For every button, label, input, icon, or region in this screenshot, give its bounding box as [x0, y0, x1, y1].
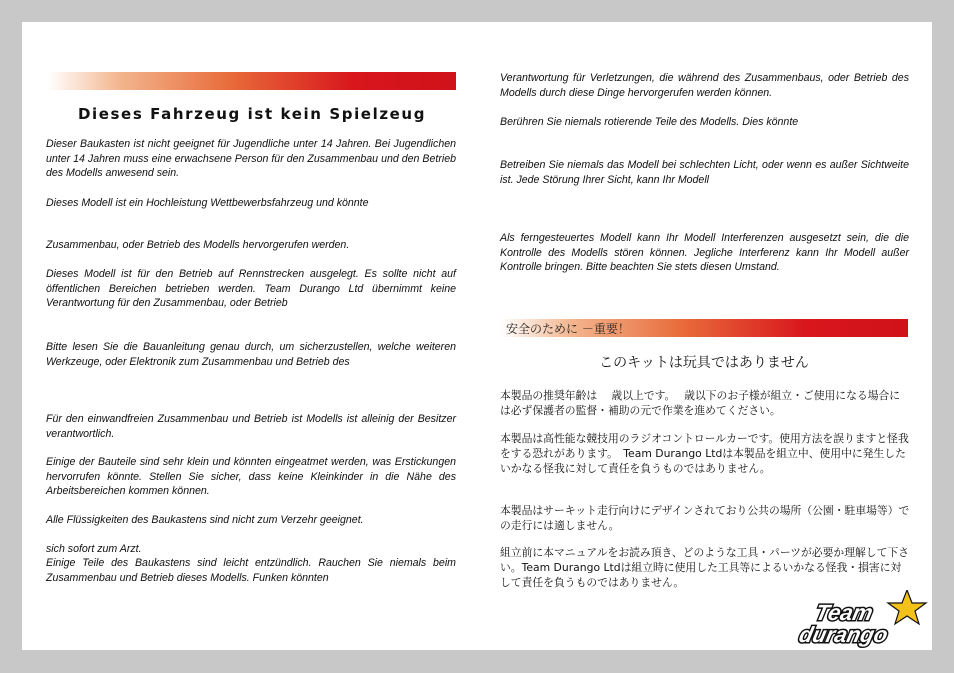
german-paragraph: Bitte lesen Sie die Bauanleitung genau durch, um sicherzustellen, welche weiteren Werkzeuge, oder Elektronik zum Zusammenbau und Betrieb des — [46, 341, 456, 368]
german-paragraph: Für den einwandfreien Zusammenbau und Betrieb ist Modells ist alleinig der Besitzer verantwortlich. — [46, 413, 456, 440]
team-durango-logo — [767, 590, 932, 652]
japanese-paragraph: 本製品は高性能な競技用のラジオコントロールカーです。使用方法を誤りますと怪我をする恐れがあります。 Team Durango Ltdは本製品を組立中、使用中に発生したいかなる怪我に対して責任を負うものではありません。 — [500, 432, 909, 476]
manual-page — [22, 22, 932, 650]
logo-durango-text: durango — [796, 622, 891, 647]
german-paragraph: Einige Teile des Baukastens sind leicht entzündlich. Rauchen Sie niemals beim Zusammenbau und Betrieb dieses Modells. Funken könnten — [46, 557, 456, 584]
section-header-bar — [48, 72, 456, 90]
german-paragraph: Einige der Bauteile sind sehr klein und könnten eingeatmet werden, was Erstickungen hervorrufen könnte. Stellen Sie sicher, dass keine Kleinkinder in die Nähe des Arbeitsbereichen kommen können. — [46, 456, 456, 498]
german-paragraph: sich sofort zum Arzt. — [46, 543, 142, 555]
german-paragraph: Als ferngesteuertes Modell kann Ihr Modell Interferenzen ausgesetzt sein, die die Kontrolle des Modells stören können. Jegliche Interferenz kann Ihr Modell außer Kontrolle bringen. Bitte beachten Sie stets diesen Umstand. — [500, 232, 909, 274]
german-paragraph: Alle Flüssigkeiten des Baukastens sind nicht zum Verzehr geeignet. — [46, 514, 364, 526]
japanese-header: 安全のために －重要！ — [506, 322, 630, 336]
german-paragraph: Verantwortung für Verletzungen, die während des Zusammenbaus, oder Betrieb des Modells durch diese Dinge hervorgerufen werden können. — [500, 72, 909, 99]
german-paragraph: Dieses Modell ist ein Hochleistung Wettbewerbsfahrzeug und könnte — [46, 197, 369, 209]
japanese-title: このキットは玩具ではありません — [599, 355, 809, 371]
japanese-header-bar — [500, 319, 908, 337]
german-title: Dieses Fahrzeug ist kein Spielzeug — [77, 105, 427, 123]
german-paragraph: Dieser Baukasten ist nicht geeignet für Jugendliche unter 14 Jahren. Bei Jugendlichen unter 14 Jahren muss eine erwachsene Person für den Zusammenbau und den Betrieb des Modells anwesend sein. — [46, 138, 456, 180]
japanese-paragraph: 本製品の推奨年齢は 歳以上です。 歳以下のお子様が組立・ご使用になる場合には必ず保護者の監督・補助の元で作業を進めてください。 — [500, 389, 901, 418]
german-paragraph: Betreiben Sie niemals das Modell bei schlechten Licht, oder wenn es außer Sichtweite ist. Jede Störung Ihrer Sicht, kann Ihr Modell — [500, 159, 909, 186]
german-paragraph: Dieses Modell ist für den Betrieb auf Rennstrecken ausgelegt. Es sollte nicht auf öffentlichen Bereichen betrieben werden. Team Durango Ltd übernimmt keine Verantwortung für den Zusammenbau, oder Betrieb — [46, 268, 456, 310]
logo-team-text: Team — [813, 600, 876, 625]
logo-star-icon — [888, 590, 926, 624]
japanese-paragraph: 本製品はサーキット走行向けにデザインされており公共の場所（公園・駐車場等）での走行には適しません。 — [500, 504, 910, 533]
japanese-paragraph: 組立前に本マニュアルをお読み頂き、どのような工具・パーツが必要か理解して下さい。Team Durango Ltdは組立時に使用した工具等によるいかなる怪我・損害に対して責任を負うものではありません。 — [500, 546, 909, 590]
german-paragraph: Zusammenbau, oder Betrieb des Modells hervorgerufen werden. — [46, 239, 350, 251]
german-paragraph: Berühren Sie niemals rotierende Teile des Modells. Dies könnte — [500, 116, 799, 128]
